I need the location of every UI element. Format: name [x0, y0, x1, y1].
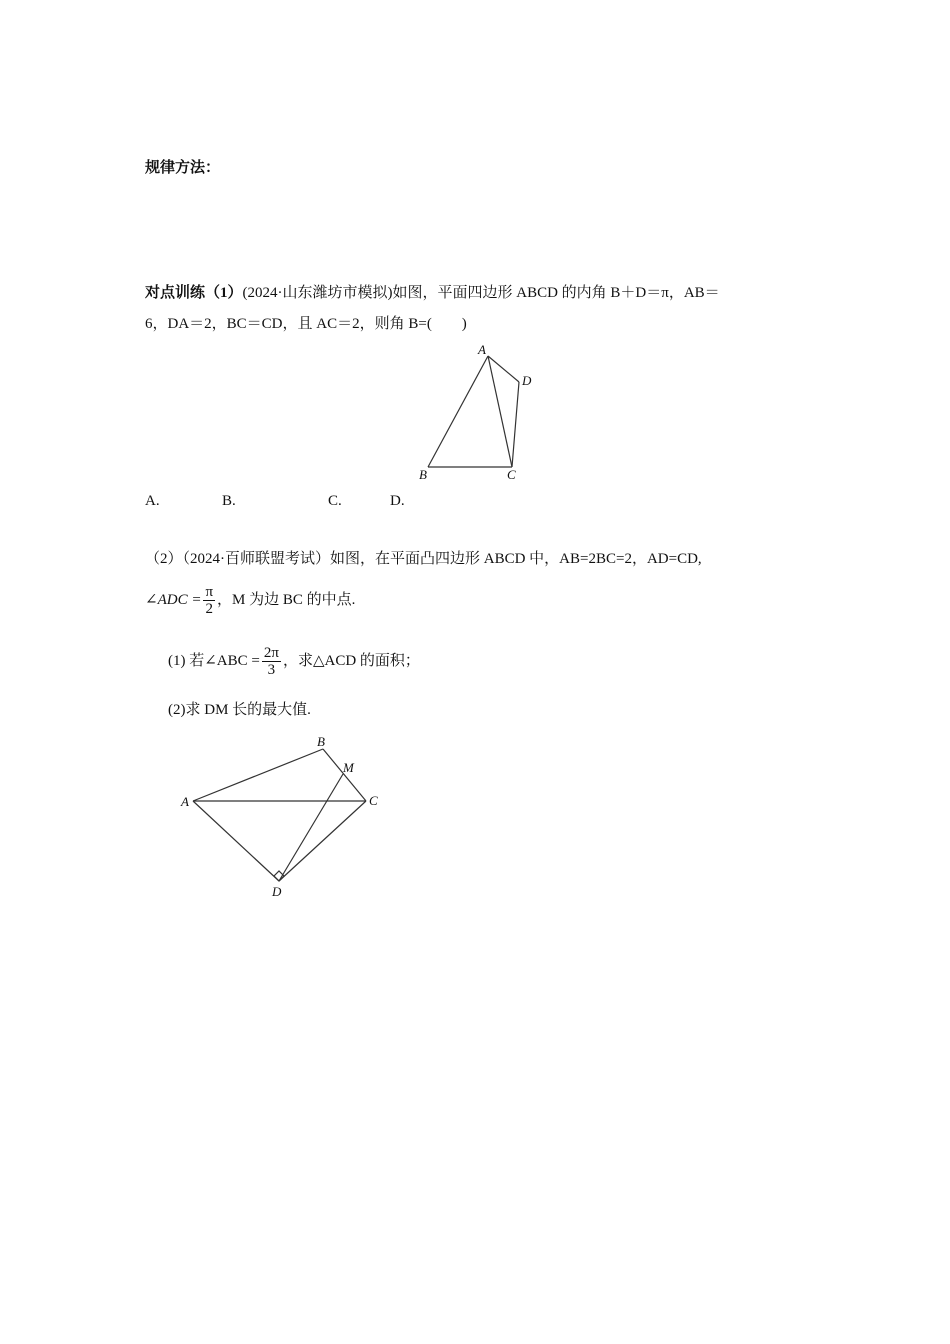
q2-label-d: D	[272, 884, 282, 899]
q2-edge-dm	[279, 774, 343, 881]
q1-figure	[415, 340, 540, 485]
q1-option-c[interactable]: C.	[328, 493, 342, 509]
q1-option-b[interactable]: B.	[222, 493, 236, 509]
q2-sub2: (2)求 DM 长的最大值.	[168, 702, 311, 718]
q1-line2: 6，DA＝2，BC＝CD，且 AC＝2，则角 B=( )	[145, 316, 467, 332]
q2-condition	[145, 580, 355, 620]
q2-edge-bc	[323, 749, 366, 801]
q2-line1: （2）（2024·百师联盟考试）如图，在平面凸四边形 ABCD 中，AB=2BC=2，AD=CD,	[145, 551, 702, 567]
q2-figure	[175, 728, 395, 908]
q2-cond-prefix: ∠ADC =	[145, 592, 202, 608]
q2-sub1-den: 3	[267, 662, 276, 679]
q1-label-c: C	[507, 467, 516, 482]
q2-cond-fraction	[203, 584, 215, 617]
q2-label-a: A	[181, 794, 189, 809]
q1-label-a: A	[478, 342, 486, 357]
q2-sub1	[168, 641, 420, 681]
q1-label-b: B	[419, 467, 427, 482]
section-heading: 规律方法：	[145, 160, 221, 176]
q1-edge-ab	[428, 356, 488, 467]
q1-label: 对点训练（1）	[145, 285, 243, 301]
q2-label-b: B	[317, 734, 325, 749]
q2-label-c: C	[369, 793, 378, 808]
q2-cond-den: 2	[205, 601, 213, 618]
q2-cond-suffix: ，M 为边 BC 的中点.	[217, 592, 356, 608]
q2-label-m: M	[343, 760, 354, 775]
q2-sub1-num: 2π	[263, 645, 279, 662]
q1-edge-cd	[512, 382, 519, 467]
q2-cond-num: π	[205, 584, 214, 601]
q1-text-line1: (2024·山东潍坊市模拟)如图，平面四边形 ABCD 的内角 B＋D＝π，AB＝	[242, 285, 720, 301]
q2-sub1-prefix: (1) 若∠ABC =	[168, 653, 260, 669]
q2-edge-dc	[279, 801, 366, 881]
q1-option-d[interactable]: D.	[390, 493, 405, 509]
q2-edge-ad	[193, 801, 279, 881]
q2-edge-ab	[193, 749, 323, 801]
q1-label-d: D	[522, 373, 532, 388]
q2-sub1-fraction	[262, 645, 281, 678]
q1-line1	[145, 283, 720, 303]
q1-option-a[interactable]: A.	[145, 493, 160, 509]
q2-sub1-suffix: ，求△ACD 的面积；	[282, 653, 420, 669]
